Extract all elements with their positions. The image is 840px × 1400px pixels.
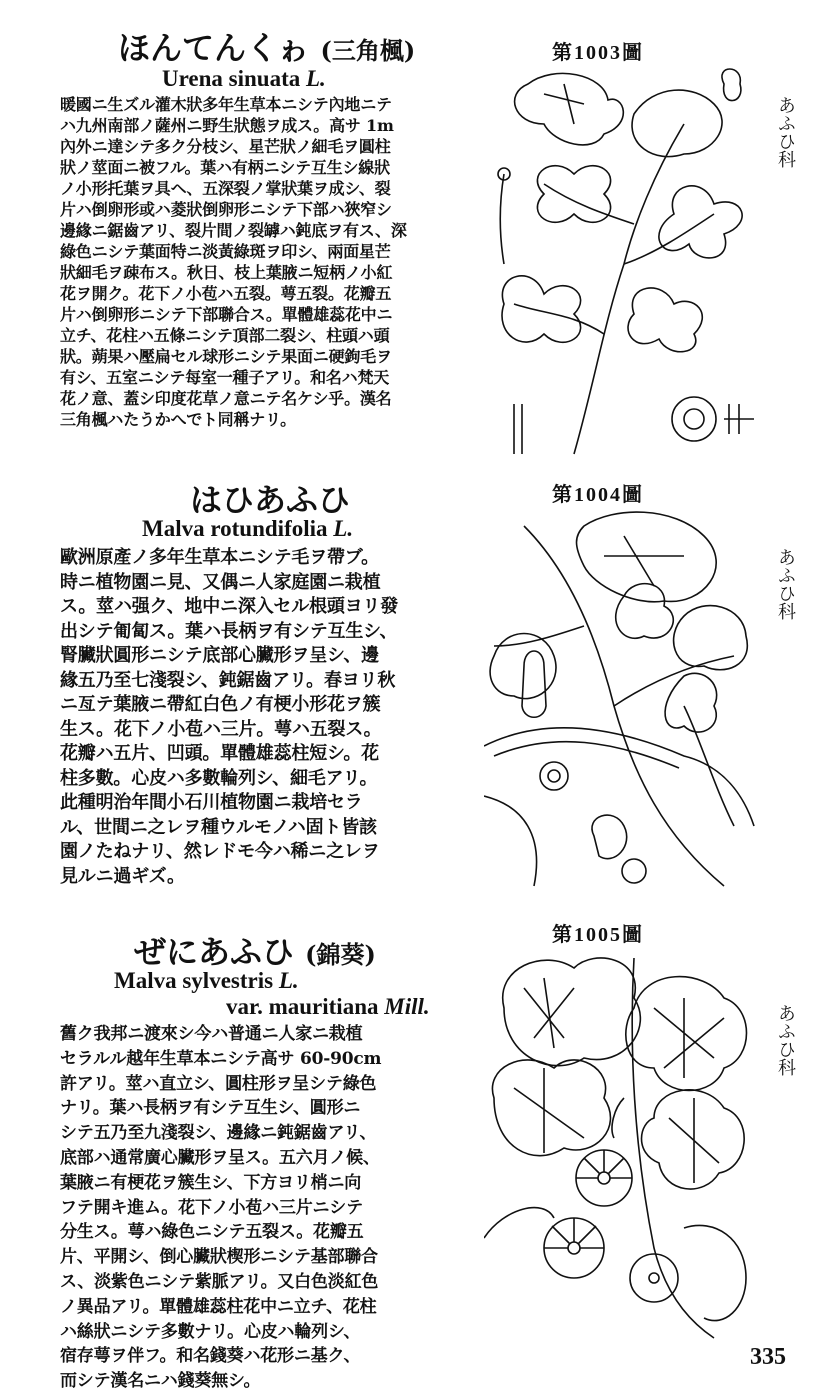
entry-description — [60, 1022, 480, 1394]
text-line: 園ノたねナリ、然レドモ今ハ稀ニ之レヲ — [60, 841, 380, 862]
text-line: 腎臟狀圓形ニシテ底部心臟形ヲ呈シ、邊 — [60, 645, 379, 666]
text-line: ノ異品アリ。單體雄蕊柱花中ニ立チ、花柱 — [60, 1296, 377, 1317]
kanji-name: (錦葵) — [305, 940, 376, 969]
japanese-name: ほんてんくゎ — [118, 29, 310, 67]
text-line: 生ス。花下ノ小苞ハ三片。萼ハ五裂ス。 — [60, 718, 382, 740]
latin-binomial: Malva sylvestris — [114, 968, 274, 993]
plant-illustration — [484, 948, 756, 1340]
latin-name — [114, 968, 299, 994]
latin-binomial: Malva rotundifolia — [142, 516, 328, 541]
text-line: ハ九州南部ノ薩州ニ野生狀態ヲ成ス。高サ 1m — [60, 116, 394, 135]
text-line: 綠色ニシテ葉面特ニ淡黃綠斑ヲ印シ、兩面星芒 — [60, 242, 391, 261]
text-line: 柱多數。心皮ハ多數輪列シ、細毛アリ。 — [60, 767, 378, 789]
text-line: 歐洲原產ノ多年生草本ニシテ毛ヲ帶ブ。 — [60, 547, 379, 568]
latin-author: L. — [306, 66, 326, 91]
text-line: 片、平開シ、倒心臟狀楔形ニシテ基部聯合 — [60, 1247, 378, 1268]
figure-label: 第1003圖 — [552, 42, 644, 64]
japanese-name: ぜにあふひ — [134, 933, 295, 971]
text-line: 葉腋ニ有梗花ヲ簇生シ、下方ヨリ梢ニ向 — [60, 1172, 362, 1193]
text-line: ハ絲狀ニシテ多數ナリ。心皮ハ輪列シ、 — [60, 1321, 361, 1342]
family-label: あふひ科 — [775, 96, 796, 168]
figure-label: 第1004圖 — [552, 484, 644, 506]
text-line: 底部ハ通常廣心臟形ヲ呈ス。五六月ノ候、 — [60, 1147, 380, 1168]
variety-author: Mill. — [384, 994, 430, 1019]
text-line: 狀ノ莖面ニ被フル。葉ハ有柄ニシテ互生シ線狀 — [60, 158, 390, 177]
entry-title-ja — [118, 30, 415, 69]
text-line: 片ハ倒卵形或ハ菱狀倒卵形ニシテ下部ハ狹窄シ — [60, 200, 392, 219]
text-line: セラルル越年生草本ニシテ高サ 60-90cm — [60, 1048, 382, 1069]
text-line: 立チ、花柱ハ五條ニシテ頂部二裂シ、柱頭ハ頭 — [60, 326, 390, 345]
latin-author: L. — [333, 516, 354, 541]
entry-description — [60, 546, 480, 889]
text-line: 而シテ漢名ニハ錢葵無シ。 — [60, 1371, 261, 1392]
text-line: 時ニ植物園ニ見、又偶ニ人家庭園ニ栽植 — [60, 571, 381, 593]
variety-name: var. mauritiana — [226, 994, 379, 1019]
page-number: 335 — [750, 1344, 786, 1370]
text-line: 花瓣ハ五片、凹頭。單體雄蕊柱短シ。花 — [60, 743, 379, 764]
text-line: 宿存萼ヲ伴フ。和名錢葵ハ花形ニ基ク、 — [60, 1346, 361, 1367]
text-line: ス。莖ハ强ク、地中ニ深入セル根頭ヨリ發 — [60, 596, 399, 617]
text-line: 狀。蒴果ハ壓扁セル球形ニシテ果面ニ硬鉤毛ヲ — [60, 347, 392, 366]
japanese-name: はひあふひ — [190, 481, 351, 519]
latin-variety — [226, 994, 430, 1020]
family-label: あふひ科 — [775, 1004, 796, 1076]
plant-illustration — [484, 506, 756, 896]
latin-name — [162, 66, 326, 92]
text-line: 三角楓ハたうかへでト同稱ナリ。 — [60, 410, 296, 429]
text-line: 舊ク我邦ニ渡來シ今ハ普通ニ人家ニ栽植 — [60, 1024, 363, 1044]
text-line: 此種明治年間小石川植物園ニ栽培セラ — [60, 792, 363, 813]
plant-illustration — [484, 64, 756, 456]
text-line: 分生ス。萼ハ綠色ニシテ五裂ス。花瓣五 — [60, 1222, 364, 1243]
text-line: 見ルニ過ギズ。 — [60, 865, 185, 887]
latin-binomial: Urena sinuata — [162, 66, 301, 91]
text-line: ナリ。葉ハ長柄ヲ有シテ互生シ、圓形ニ — [60, 1098, 361, 1119]
urena-illustration — [484, 64, 756, 456]
text-line: 邊緣ニ鋸齒アリ、裂片間ノ裂罅ハ鈍底ヲ有ス、深 — [60, 221, 407, 240]
text-line: 緣五乃至七淺裂シ、鈍鋸齒アリ。春ヨリ秋 — [60, 669, 396, 691]
text-line: ス、淡紫色ニシテ紫脈アリ。又白色淡紅色 — [60, 1271, 379, 1292]
text-line: 內外ニ達シテ多ク分枝シ、星芒狀ノ細毛ヲ圓柱 — [60, 137, 391, 156]
malva-sylvestris-illustration — [484, 948, 756, 1340]
text-line: 有シ、五室ニシテ每室一種子アリ。和名ハ梵天 — [60, 368, 390, 387]
entry-description — [60, 94, 480, 430]
text-line: 暖國ニ生ズル灌木狀多年生草本ニシテ內地ニテ — [60, 95, 392, 114]
latin-name — [142, 516, 353, 542]
text-line: シテ五乃至九淺裂シ、邊緣ニ鈍鋸齒アリ、 — [60, 1123, 377, 1144]
text-line: 出シテ匍匐ス。葉ハ長柄ヲ有シテ互生シ、 — [60, 620, 398, 642]
latin-author: L. — [278, 968, 299, 993]
figure-label: 第1005圖 — [552, 924, 644, 946]
text-line: 花ヲ開ク。花下ノ小苞ハ五裂。萼五裂。花瓣五 — [60, 284, 392, 303]
kanji-name: (三角楓) — [320, 36, 416, 65]
text-line: ル、世間ニ之レヲ種ウルモノハ固ト皆該 — [60, 816, 377, 838]
text-line: 狀細毛ヲ疎布ス。秋日、枝上葉腋ニ短柄ノ小紅 — [60, 263, 393, 282]
text-line: ノ小形托葉ヲ具ヘ、五深裂ノ掌狀葉ヲ成シ、裂 — [60, 179, 391, 198]
text-line: 片ハ倒卵形ニシテ下部聯合ス。單體雄蕊花中ニ — [60, 305, 393, 324]
family-label: あふひ科 — [775, 548, 796, 620]
text-line: ニ亙テ葉腋ニ帶紅白色ノ有梗小形花ヲ簇 — [60, 694, 381, 715]
text-line: フテ開キ進ム。花下ノ小苞ハ三片ニシテ — [60, 1197, 363, 1218]
malva-rotundifolia-illustration — [484, 506, 756, 896]
text-line: 花ノ意、蓋シ印度花草ノ意ニテ名ケシ乎。漢名 — [60, 389, 392, 408]
text-line: 許アリ。莖ハ直立シ、圓柱形ヲ呈シテ綠色 — [60, 1073, 377, 1094]
